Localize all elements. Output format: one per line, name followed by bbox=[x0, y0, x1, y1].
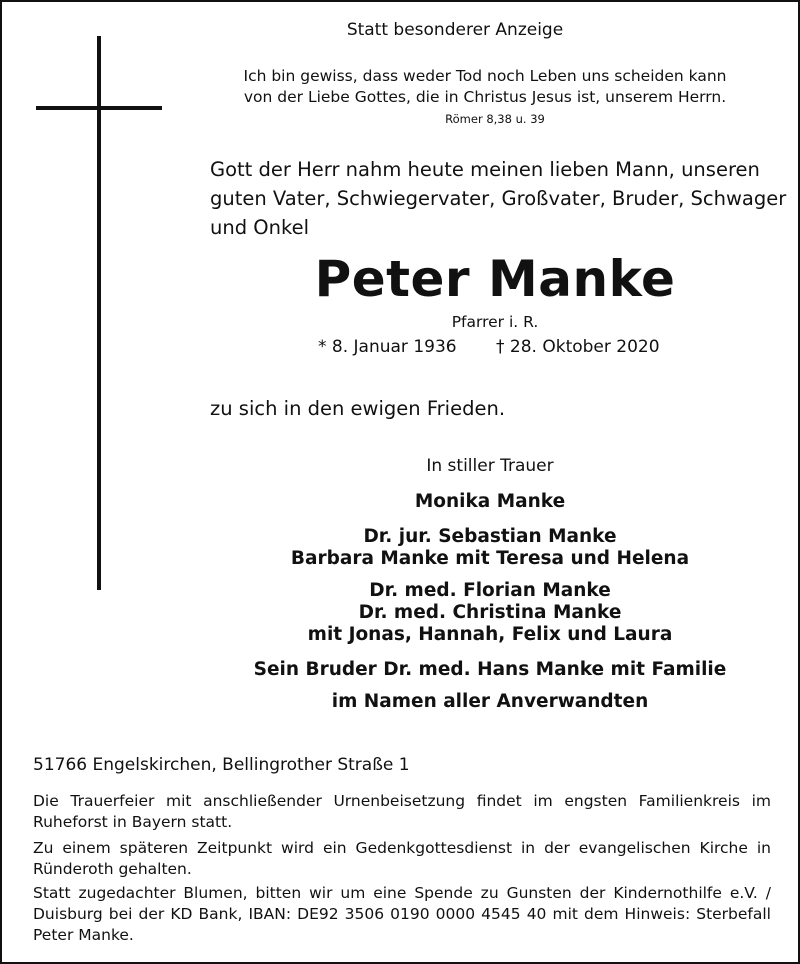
mourner-name: Barbara Manke mit Teresa und Helena bbox=[290, 548, 690, 569]
bible-verse bbox=[228, 66, 742, 108]
birth-date: * 8. Januar 1936 bbox=[318, 337, 457, 357]
announcement-line: Gott der Herr nahm heute meinen lieben Mann, unseren bbox=[210, 158, 760, 181]
mourner-name: Monika Manke bbox=[414, 491, 566, 512]
mourner-group bbox=[240, 526, 740, 570]
deceased-name: Peter Manke bbox=[314, 250, 676, 308]
verse-line: Ich bin gewiss, dass weder Tod noch Leben uns scheiden kann bbox=[243, 67, 727, 85]
address: 51766 Engelskirchen, Bellingrother Straße 1 bbox=[33, 755, 410, 775]
announcement-line: und Onkel bbox=[210, 216, 310, 239]
announcement-line: guten Vater, Schwiegervater, Großvater, Bruder, Schwager bbox=[210, 187, 787, 210]
mourner-name: Sein Bruder Dr. med. Hans Manke mit Familie bbox=[253, 659, 727, 680]
mourner-name: Dr. med. Christina Manke bbox=[358, 602, 622, 623]
note-paragraph: Statt zugedachter Blumen, bitten wir um eine Spende zu Gunsten der Kindernothilfe e.V. / Duisburg bei der KD Bank, IBAN: DE92 3506 0190 0000 4545 40 mit dem Hinweis: Sterbefall Peter Manke. bbox=[33, 884, 771, 944]
mourners-heading: In stiller Trauer bbox=[426, 456, 554, 476]
verse-line: von der Liebe Gottes, die in Christus Jesus ist, unserem Herrn. bbox=[243, 88, 727, 106]
mourner-name: mit Jonas, Hannah, Felix und Laura bbox=[307, 624, 673, 645]
cross-horizontal-icon bbox=[36, 106, 162, 110]
deceased-title: Pfarrer i. R. bbox=[451, 313, 539, 331]
intro-text: Statt besonderer Anzeige bbox=[346, 20, 564, 40]
note-paragraph: Zu einem späteren Zeitpunkt wird ein Gedenkgottesdienst in der evangelischen Kirche in Ründeroth gehalten. bbox=[33, 839, 771, 878]
closing-line: zu sich in den ewigen Frieden. bbox=[210, 397, 506, 420]
death-date: † 28. Oktober 2020 bbox=[496, 337, 660, 357]
mourner-group bbox=[240, 580, 740, 646]
verse-reference: Römer 8,38 u. 39 bbox=[445, 112, 545, 126]
announcement bbox=[210, 155, 787, 242]
cross-vertical-icon bbox=[97, 36, 101, 590]
note-paragraph: Die Trauerfeier mit anschließender Urnenbeisetzung findet im engsten Familienkreis im Ruheforst in Bayern statt. bbox=[33, 792, 771, 831]
mourner-name: Dr. jur. Sebastian Manke bbox=[363, 526, 617, 547]
mourner-name: im Namen aller Anverwandten bbox=[331, 691, 649, 712]
mourner-name: Dr. med. Florian Manke bbox=[369, 580, 611, 601]
